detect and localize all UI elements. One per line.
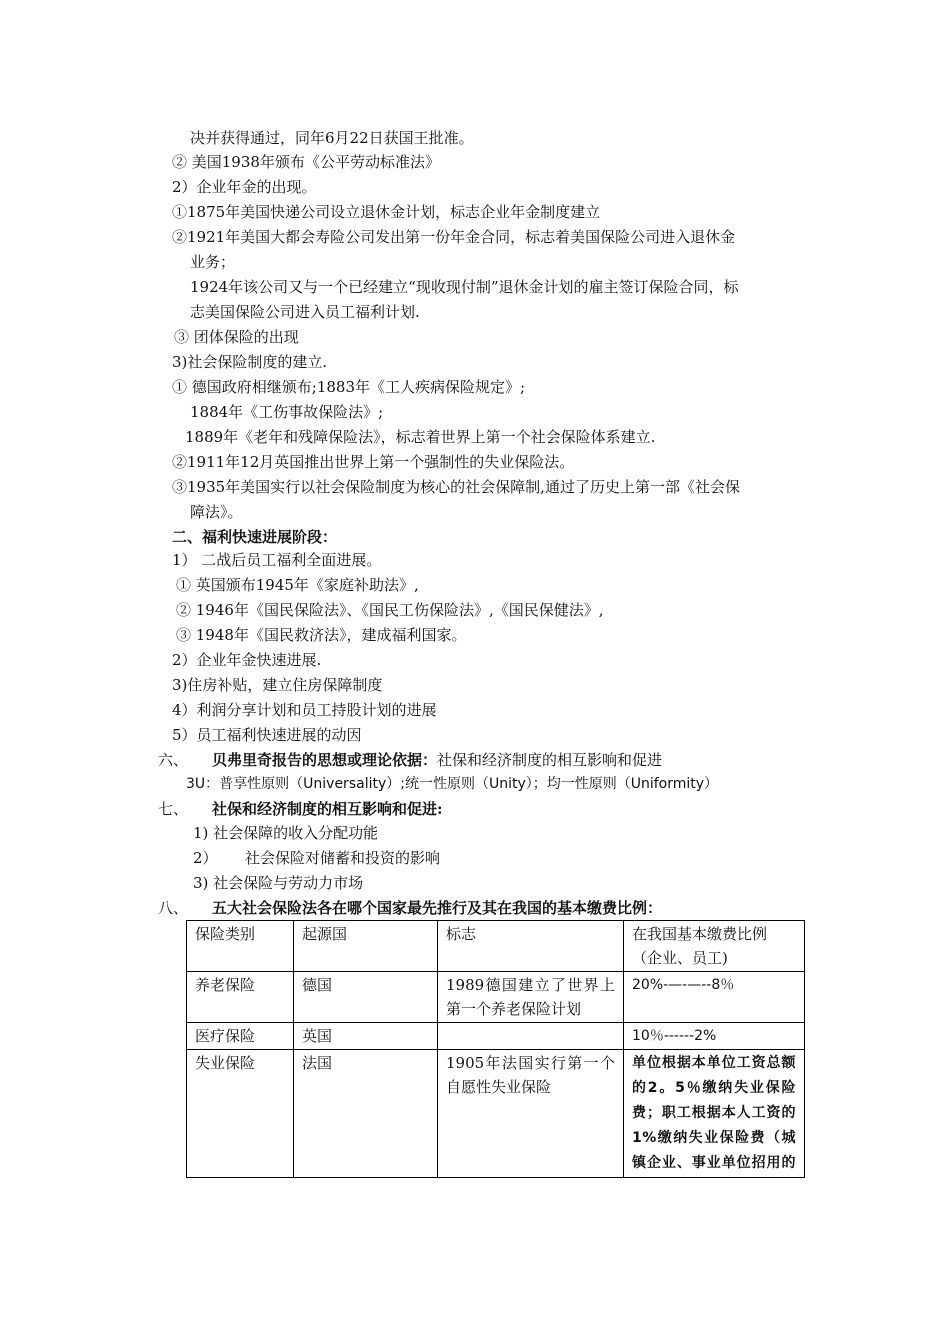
text-line: 3U：普享性原则（Universality）;统一性原则（Unity）；均一性原则（Uniformity） [186, 776, 719, 792]
table-header-cell: 标志 [438, 921, 624, 972]
text-line: 2） [193, 849, 218, 867]
table-cell: 德国 [294, 972, 438, 1023]
section-heading-line [212, 748, 662, 772]
section-heading: 贝弗里奇报告的思想或理论依据： [212, 751, 438, 769]
table-cell: 失业保险 [187, 1050, 294, 1178]
text-line: 1） 二战后员工福利全面进展。 [172, 551, 382, 569]
section-number: 六、 [158, 751, 189, 769]
section-heading: 社保和经济制度的相互影响和促进: [212, 800, 443, 818]
table-header-cell: 在我国基本缴费比例（企业、员工) [624, 921, 805, 972]
section-heading: 五大社会保险法各在哪个国家最先推行及其在我国的基本缴费比例： [212, 899, 663, 917]
table-cell: 10％------2% [624, 1023, 805, 1050]
text-line: 1) 社会保障的收入分配功能 [193, 824, 379, 842]
text-line: 2）企业年金的出现。 [172, 178, 317, 196]
text-line: 业务； [190, 253, 236, 271]
section-number: 八、 [158, 899, 189, 917]
text-line: ①1875年美国快递公司设立退休金计划，标志企业年金制度建立 [172, 203, 601, 221]
table-cell: 医疗保险 [187, 1023, 294, 1050]
section-text: 社保和经济制度的相互影响和促进 [437, 751, 663, 769]
section-number: 七、 [158, 800, 189, 818]
text-line: 5）员工福利快速进展的动因 [172, 726, 362, 744]
table-row [187, 1050, 805, 1178]
insurance-table [186, 920, 805, 1178]
text-line: ②1911年12月英国推出世界上第一个强制性的失业保险法。 [172, 453, 575, 471]
table-cell: 英国 [294, 1023, 438, 1050]
table-cell [438, 1023, 624, 1050]
text-line: 3)住房补贴，建立住房保障制度 [172, 676, 383, 694]
text-line: 志美国保险公司进入员工福利计划. [190, 303, 420, 321]
table-row [187, 972, 805, 1023]
text-line: 决并获得通过，同年6月22日获国王批准。 [190, 129, 474, 147]
text-line: ② 美国1938年颁布《公平劳动标准法》 [172, 153, 440, 171]
text-line: ③1935年美国实行以社会保险制度为核心的社会保障制,通过了历史上第一部《社会保 [172, 478, 740, 496]
section-heading: 二、福利快速进展阶段： [172, 528, 338, 546]
text-line: ① 德国政府相继颁布;1883年《工人疾病保险规定》; [172, 378, 526, 396]
table-cell: 1905年法国实行第一个自愿性失业保险 [438, 1050, 624, 1178]
table-cell: 单位根据本单位工资总额的2。5％缴纳失业保险费；职工根据本人工资的1%缴纳失业保险费（城镇企业、事业单位招用的 [624, 1050, 805, 1178]
text-line: 1889年《老年和残障保险法》，标志着世界上第一个社会保险体系建立. [185, 428, 656, 446]
text-line: 2）企业年金快速进展. [172, 651, 322, 669]
text-line: 3)社会保险制度的建立. [172, 353, 328, 371]
table-header-row [187, 921, 805, 972]
text-line: ② 1946年《国民保险法》、《国民工伤保险法》,《国民保健法》, [176, 601, 604, 619]
table-cell: 法国 [294, 1050, 438, 1178]
text-line: 障法》。 [190, 503, 243, 521]
text-line: ③ 1948年《国民救济法》，建成福利国家。 [176, 626, 467, 644]
text-line: 1884年《工伤事故保险法》; [190, 403, 384, 421]
text-line: ① 英国颁布1945年《家庭补助法》, [176, 576, 419, 594]
table-header-cell: 起源国 [294, 921, 438, 972]
table-row [187, 1023, 805, 1050]
text-line: 1924年该公司又与一个已经建立“现收现付制”退休金计划的雇主签订保险合同，标 [190, 278, 739, 296]
table-cell: 20%-—-—--8％ [624, 972, 805, 1023]
text-line: ③ 团体保险的出现 [174, 328, 299, 346]
text-line: ②1921年美国大都会寿险公司发出第一份年金合同，标志着美国保险公司进入退休金 [172, 228, 736, 246]
table-cell: 养老保险 [187, 972, 294, 1023]
table-header-cell: 保险类别 [187, 921, 294, 972]
table-cell: 1989德国建立了世界上第一个养老保险计划 [438, 972, 624, 1023]
text-line: 4）利润分享计划和员工持股计划的进展 [172, 701, 437, 719]
text-line: 3) 社会保险与劳动力市场 [193, 874, 364, 892]
text-line: 社会保险对储蓄和投资的影响 [245, 849, 441, 867]
